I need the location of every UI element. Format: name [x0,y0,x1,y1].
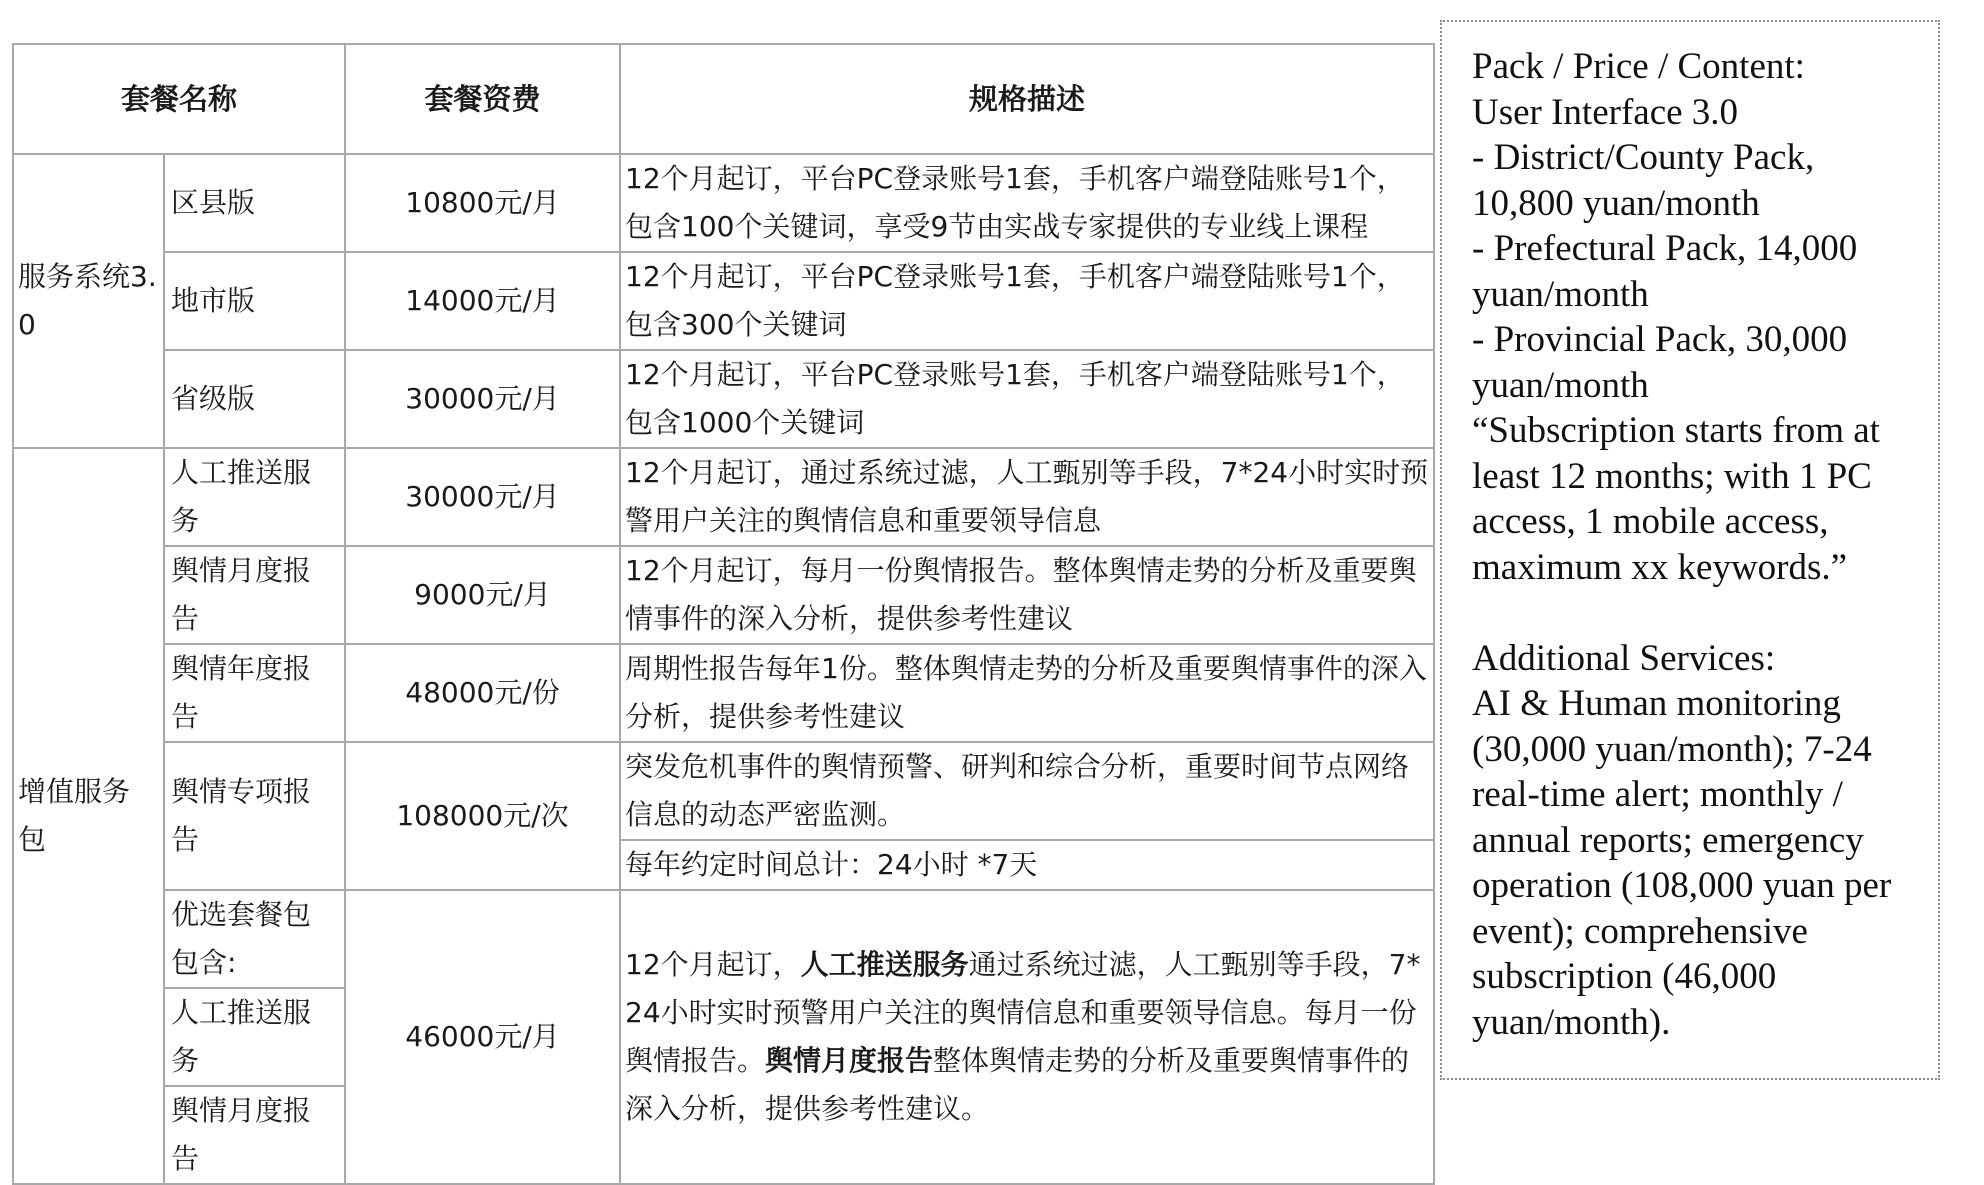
package-name: 舆情年度报告 [164,644,345,742]
package-price: 14000元/月 [345,252,620,350]
table-header-row [13,44,1434,154]
note-line: User Interface 3.0 [1472,91,1739,133]
note-line: - Provincial Pack, 30,000 [1472,319,1848,360]
package-description: 12个月起订，平台PC登录账号1套，手机客户端登陆账号1个，包含100个关键词，享受9节由实战专家提供的专业线上课程 [620,154,1434,252]
package-description: 12个月起订，每月一份舆情报告。整体舆情走势的分析及重要舆情事件的深入分析，提供参考性建议 [620,546,1434,644]
note-line: 10,800 yuan/month [1472,182,1760,224]
note-line: real-time alert; monthly / [1472,774,1843,815]
package-name: 省级版 [164,350,345,448]
table-row [13,252,1434,350]
package-price: 30000元/月 [345,350,620,448]
header-package-price: 套餐资费 [345,44,620,154]
package-price: 48000元/份 [345,644,620,742]
group-label: 服务系统3.0 [13,154,164,448]
package-description-extra: 每年约定时间总计：24小时 *7天 [620,840,1434,890]
note-line: - District/County Pack, [1472,137,1815,178]
table-row [13,154,1434,252]
package-price: 9000元/月 [345,546,620,644]
note-line: Additional Services: [1472,637,1776,679]
header-spec-description: 规格描述 [620,44,1434,154]
package-description: 12个月起订，平台PC登录账号1套，手机客户端登陆账号1个，包含1000个关键词 [620,350,1434,448]
bundle-name: 优选套餐包包含: [164,890,345,988]
note-line: least 12 months; with 1 PC [1472,455,1872,497]
note-line: yuan/month [1472,273,1649,315]
table-row [13,350,1434,448]
note-line: annual reports; emergency [1472,819,1864,861]
note-line: subscription (46,000 [1472,956,1777,997]
pricing-table [12,43,1435,1185]
bundle-desc-text: 整体舆情走势的分析及重要舆情事件的深入分析，提供参考性建议。 [625,1044,1410,1125]
note-line: operation (108,000 yuan per [1472,865,1892,906]
table-row [13,546,1434,644]
bundle-item-name: 人工推送服务 [164,988,345,1086]
package-name: 舆情专项报告 [164,742,345,890]
package-name: 舆情月度报告 [164,546,345,644]
table-row [13,448,1434,546]
table-row [13,742,1434,840]
group-label: 增值服务包 [13,448,164,1184]
package-price: 30000元/月 [345,448,620,546]
note-line: yuan/month [1472,364,1649,406]
package-name: 区县版 [164,154,345,252]
note-line: access, 1 mobile access, [1472,501,1829,542]
note-line: (30,000 yuan/month); 7-24 [1472,728,1872,770]
translation-note [1440,20,1940,1080]
header-package-name: 套餐名称 [13,44,345,154]
note-line: “Subscription starts from at [1472,410,1880,451]
note-spacer [1472,590,1920,636]
package-description: 12个月起订，平台PC登录账号1套，手机客户端登陆账号1个，包含300个关键词 [620,252,1434,350]
package-description: 12个月起订，通过系统过滤，人工甄别等手段，7*24小时实时预警用户关注的舆情信息和重要领导信息 [620,448,1434,546]
bundle-price: 46000元/月 [345,890,620,1184]
bundle-desc-text: 通过系统过滤，人工甄别等手段，7*24小时实时预警用户关注的舆情信息和重要领导信息。每月一份舆情报告。 [625,948,1421,1077]
note-line: maximum xx keywords.” [1472,546,1848,588]
package-price: 108000元/次 [345,742,620,890]
note-line: AI & Human monitoring [1472,683,1841,724]
package-price: 10800元/月 [345,154,620,252]
package-name: 地市版 [164,252,345,350]
bundle-desc-text: 12个月起订， [625,948,801,981]
package-name: 人工推送服务 [164,448,345,546]
bundle-desc-bold: 舆情月度报告 [765,1044,934,1077]
package-description: 突发危机事件的舆情预警、研判和综合分析，重要时间节点网络信息的动态严密监测。 [620,742,1434,840]
note-line: Pack / Price / Content: [1472,46,1805,87]
bundle-desc-bold: 人工推送服务 [800,948,969,981]
package-description: 周期性报告每年1份。整体舆情走势的分析及重要舆情事件的深入分析，提供参考性建议 [620,644,1434,742]
bundle-item-name: 舆情月度报告 [164,1086,345,1184]
note-line: event); comprehensive [1472,910,1808,952]
note-line: - Prefectural Pack, 14,000 [1472,228,1858,269]
table-row [13,644,1434,742]
table-row [13,890,1434,988]
note-line: yuan/month). [1472,1001,1671,1043]
bundle-description [620,890,1434,1184]
